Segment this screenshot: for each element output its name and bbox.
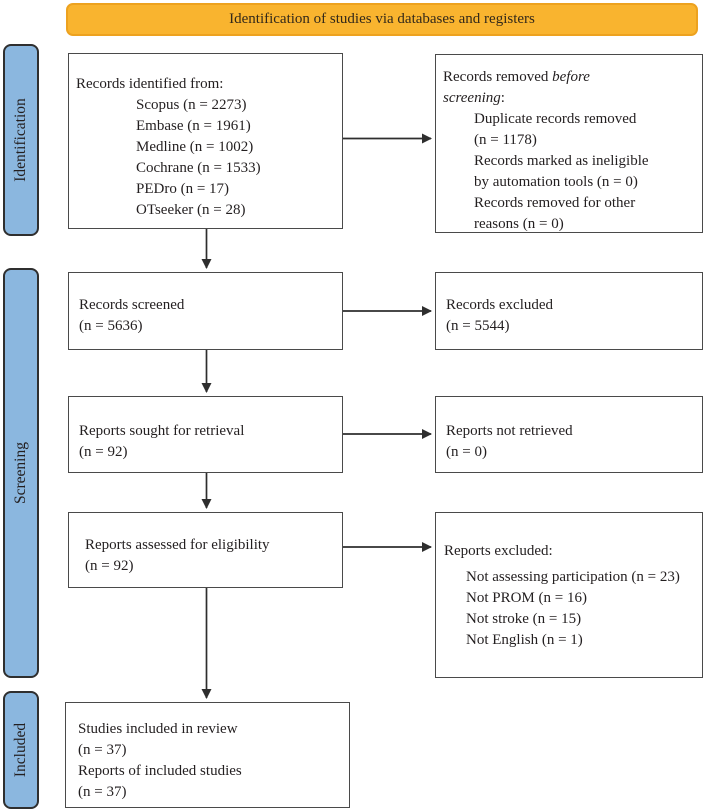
exclusion-reason-item: Not PROM (n = 16) xyxy=(466,590,587,606)
box-reports-assessed xyxy=(68,512,343,588)
studies-included-line4: (n = 37) xyxy=(78,784,127,800)
reports-sought-line1: Reports sought for retrieval xyxy=(79,423,245,439)
box-reports-not-retrieved xyxy=(435,396,703,473)
title-italic-text: before xyxy=(552,69,590,85)
box-records-removed xyxy=(435,54,703,233)
box-reports-sought xyxy=(68,396,343,473)
records-identified-items xyxy=(136,95,336,221)
stage-label-included xyxy=(3,691,39,809)
exclusion-reason-item: Not assessing participation (n = 23) xyxy=(466,569,680,585)
box-studies-included xyxy=(65,702,350,808)
removed-item-line: Duplicate records removed xyxy=(474,111,637,127)
reports-excluded-items xyxy=(466,567,698,651)
records-excluded-line2: (n = 5544) xyxy=(446,318,510,334)
records-identified-title: Records identified from: xyxy=(76,76,224,92)
database-count-item: Medline (n = 1002) xyxy=(136,139,254,155)
records-removed-items xyxy=(474,109,696,235)
exclusion-reason-item: Not English (n = 1) xyxy=(466,632,583,648)
removed-item-line: Records marked as ineligible xyxy=(474,153,649,169)
records-excluded-line1: Records excluded xyxy=(446,297,554,313)
box-reports-excluded xyxy=(435,512,703,678)
stage-label-text: Screening xyxy=(12,442,30,504)
reports-excluded-title: Reports excluded: xyxy=(444,543,553,559)
records-removed-title-line1 xyxy=(443,67,696,88)
database-count-item: PEDro (n = 17) xyxy=(136,181,230,197)
reports-sought-line2: (n = 92) xyxy=(79,444,128,460)
title-text: Records removed xyxy=(443,69,549,85)
removed-item-line: reasons (n = 0) xyxy=(474,216,564,232)
box-records-excluded xyxy=(435,272,703,350)
studies-included-line3: Reports of included studies xyxy=(78,763,242,779)
stage-label-text: Included xyxy=(12,722,30,778)
records-screened-line2: (n = 5636) xyxy=(79,318,143,334)
reports-not-retrieved-line2: (n = 0) xyxy=(446,444,487,460)
removed-item-line: (n = 1178) xyxy=(474,132,537,148)
banner-label: Identification of studies via databases and registers xyxy=(229,11,535,27)
title-italic-text: screening xyxy=(443,90,501,106)
database-count-item: OTseeker (n = 28) xyxy=(136,202,246,218)
reports-not-retrieved-line1: Reports not retrieved xyxy=(446,423,573,439)
records-screened-line1: Records screened xyxy=(79,297,185,313)
stage-label-identification xyxy=(3,44,39,236)
title-text: : xyxy=(500,90,505,106)
studies-included-line2: (n = 37) xyxy=(78,742,127,758)
records-removed-title-line2 xyxy=(443,88,696,109)
exclusion-reason-item: Not stroke (n = 15) xyxy=(466,611,582,627)
reports-assessed-line1: Reports assessed for eligibility xyxy=(85,537,270,553)
removed-item-line: by automation tools (n = 0) xyxy=(474,174,638,190)
removed-item-line: Records removed for other xyxy=(474,195,636,211)
reports-assessed-line2: (n = 92) xyxy=(85,558,134,574)
banner xyxy=(66,3,698,36)
stage-label-screening xyxy=(3,268,39,678)
studies-included-line1: Studies included in review xyxy=(78,721,238,737)
database-count-item: Scopus (n = 2273) xyxy=(136,97,247,113)
stage-label-text: Identification xyxy=(12,98,29,182)
database-count-item: Embase (n = 1961) xyxy=(136,118,251,134)
box-records-screened xyxy=(68,272,343,350)
box-records-identified xyxy=(68,53,343,229)
database-count-item: Cochrane (n = 1533) xyxy=(136,160,261,176)
